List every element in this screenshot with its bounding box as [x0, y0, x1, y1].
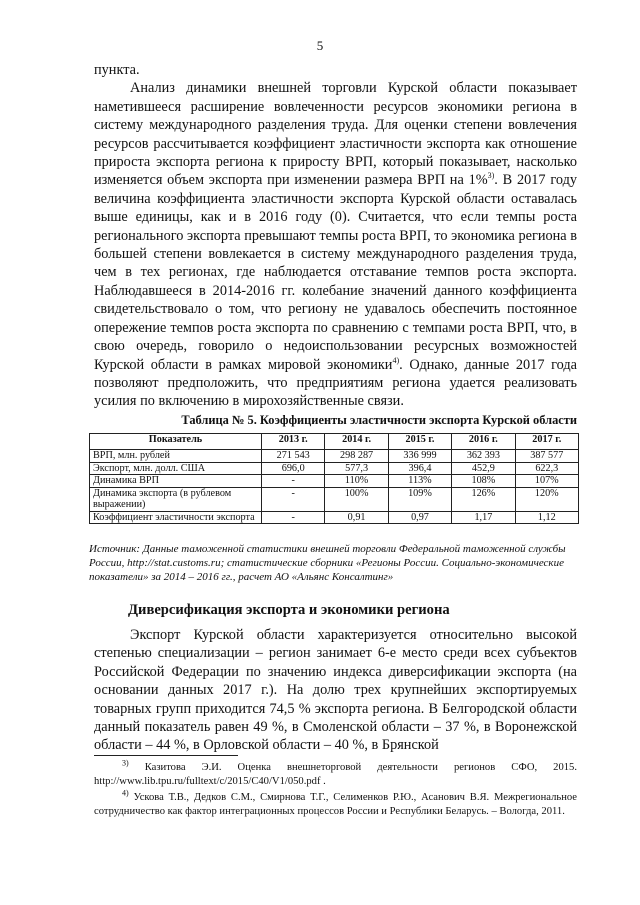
footnote-ref-4[interactable]: 4) — [392, 355, 400, 365]
table-row — [90, 475, 579, 488]
table-cell: 100% — [325, 487, 388, 511]
header-2014: 2014 г. — [325, 434, 388, 450]
table-cell: - — [262, 487, 325, 511]
row-label: ВРП, млн. рублей — [90, 450, 262, 463]
footnote-4 — [94, 788, 577, 818]
table-header-row — [90, 434, 579, 450]
table-cell: 387 577 — [515, 450, 578, 463]
footnote-divider — [94, 755, 238, 756]
table-cell: 362 393 — [452, 450, 515, 463]
analysis-text-part3: . Однако, данные 2017 года позволяют предположить, что предприятиям региона удается реализовать усилия по включению в мирохозяйственные связи. — [94, 356, 577, 410]
table-row — [90, 450, 579, 463]
table-cell: 109% — [388, 487, 451, 511]
table-cell: 298 287 — [325, 450, 388, 463]
table-cell: 336 999 — [388, 450, 451, 463]
table-cell: 0,91 — [325, 511, 388, 524]
row-label: Коэффициент эластичности экспорта — [90, 511, 262, 524]
header-2017: 2017 г. — [515, 434, 578, 450]
table-cell: 452,9 — [452, 462, 515, 475]
table-cell: 696,0 — [262, 462, 325, 475]
analysis-paragraph — [94, 79, 577, 410]
table-source-note: Источник: Данные таможенной статистики внешней торговли Федеральной таможенной службы России, http://stat.customs.ru; статистические сборники «Регионы России. Социально-экономические показатели» за 2014 – 2016 гг., расчет АО «Альянс Консалтинг» — [89, 543, 566, 584]
carry-over-line: пункта. — [94, 62, 140, 78]
table-row — [90, 487, 579, 511]
table-cell: 126% — [452, 487, 515, 511]
page-number: 5 — [316, 38, 324, 53]
table-cell: 1,17 — [452, 511, 515, 524]
analysis-text-part1: Анализ динамики внешней торговли Курской области показывает наметившееся расширение вовлеченности ресурсов экономики региона в систему международного разделения труда. Для оценки степени вовлечения ресурсов рассчитывается коэффициент эластичности экспорта как отношение прироста экспорта региона к приросту ВРП, который показывает, насколько изменяется объем экспорта при изменении размера ВРП на 1% — [94, 80, 577, 189]
header-2015: 2015 г. — [388, 434, 451, 450]
main-text-bottom — [94, 626, 577, 755]
table-cell: 120% — [515, 487, 578, 511]
footnote-mark-3: 3) — [122, 758, 129, 768]
table-cell: - — [262, 511, 325, 524]
table-cell: 0,97 — [388, 511, 451, 524]
section-heading: Диверсификация экспорта и экономики региона — [128, 602, 450, 618]
footnote-ref-3[interactable]: 3) — [487, 171, 495, 181]
table-cell: 1,12 — [515, 511, 578, 524]
elasticity-table — [89, 433, 579, 524]
table-cell: 108% — [452, 475, 515, 488]
header-2016: 2016 г. — [452, 434, 515, 450]
table-row — [90, 462, 579, 475]
footnote-text-4: Ускова Т.В., Дедков С.М., Смирнова Т.Г., Селименков Р.Ю., Асанович В.Я. Межрегиональное сотрудничество как фактор интеграционных процессов России и Республики Беларусь. – Вологда, 2011. — [94, 792, 577, 817]
table-cell: - — [262, 475, 325, 488]
table-caption: Таблица № 5. Коэффициенты эластичности экспорта Курской области — [181, 413, 577, 427]
footnote-text-3: Казитова Э.И. Оценка внешнеторговой деятельности регионов СФО, 2015. http://www.lib.tpu.ru/fulltext/c/2015/C40/V1/050.pdf . — [94, 762, 577, 787]
footnotes — [94, 758, 577, 821]
row-label: Динамика ВРП — [90, 475, 262, 488]
footnote-3 — [94, 758, 577, 788]
main-text-top — [94, 61, 577, 411]
header-indicator: Показатель — [90, 434, 262, 450]
row-label: Динамика экспорта (в рублевом выражении) — [90, 487, 262, 511]
table-cell: 107% — [515, 475, 578, 488]
header-2013: 2013 г. — [262, 434, 325, 450]
diversification-paragraph: Экспорт Курской области характеризуется относительно высокой степенью специализации – регион занимает 6-е место среди всех субъектов Российской Федерации по значению индекса диверсификации экспорта (на основании данных 2017 г.). На долю трех крупнейших экспортируемых товарных групп приходится 74,5 % экспорта региона. В Белгородской области данный показатель равен 49 %, в Смоленской области – 37 %, в Воронежской области – 44 %, в Орловской области – 40 %, в Брянской — [94, 627, 577, 754]
table-cell: 110% — [325, 475, 388, 488]
table-cell: 271 543 — [262, 450, 325, 463]
table-cell: 396,4 — [388, 462, 451, 475]
row-label: Экспорт, млн. долл. США — [90, 462, 262, 475]
table-row — [90, 511, 579, 524]
table-cell: 577,3 — [325, 462, 388, 475]
footnote-mark-4: 4) — [122, 788, 129, 798]
table-cell: 113% — [388, 475, 451, 488]
table-cell: 622,3 — [515, 462, 578, 475]
analysis-text-part2: . В 2017 году величина коэффициента эластичности экспорта Курской области оставалась выше единицы, как и в 2016 году (0). Считается, что если темпы роста регионального экспорта превышают темпы роста ВРП, то экономика региона в большей степени вовлекается в систему международного разделения труда, чем в тех регионах, где наблюдается отставание темпов роста экспорта. Наблюдавшееся в 2014-2016 гг. колебание значений данного коэффициента свидетельствовало о том, что региону не удавалось обеспечить постоянное опережение темпов роста экспорта по сравнению с темпами роста ВРП, что, в свою очередь, говорило о недоиспользовании ресурсных возможностей Курской области в рамках мировой экономики — [94, 172, 577, 373]
